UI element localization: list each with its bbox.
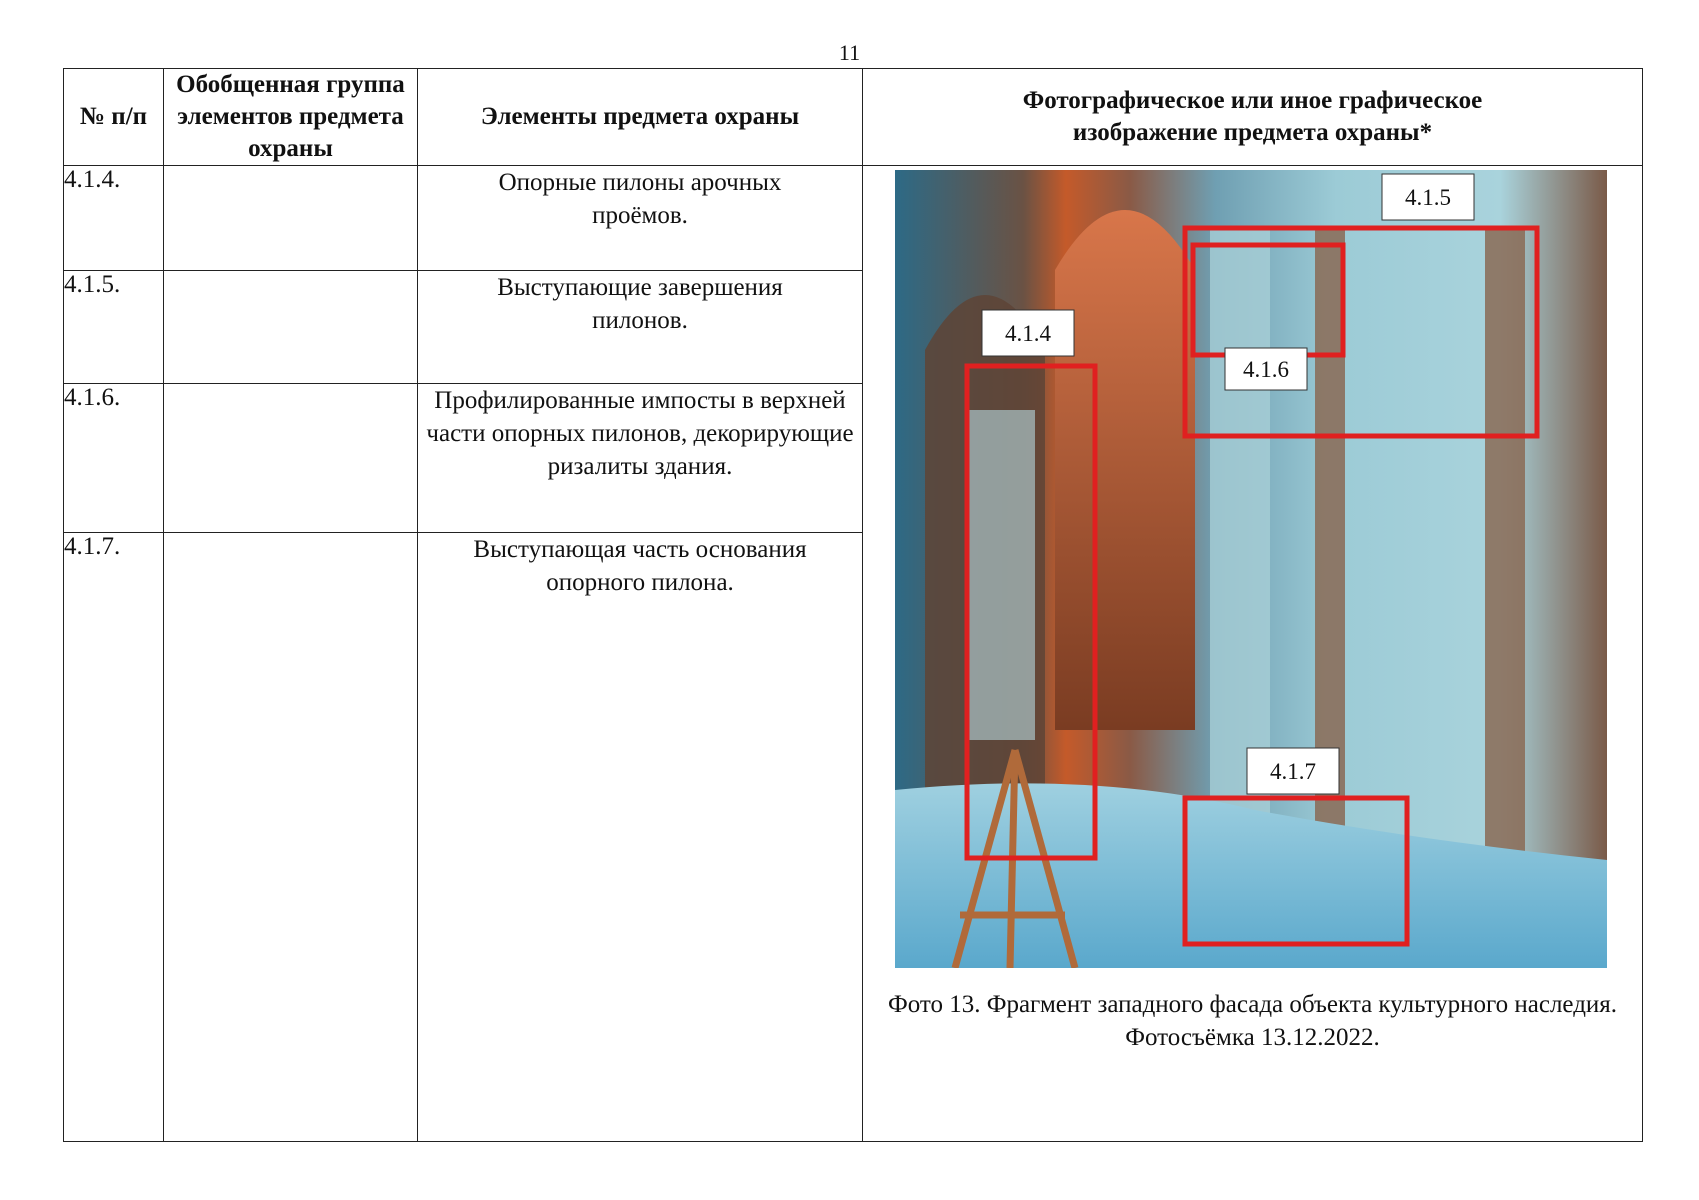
facade-photo	[895, 170, 1607, 968]
protection-table	[63, 68, 1643, 1142]
row-num: 4.1.6.	[64, 384, 164, 533]
row-element: Опорные пилоны арочных проёмов.	[418, 166, 863, 271]
table-row	[64, 166, 1643, 271]
row-num: 4.1.7.	[64, 533, 164, 1142]
header-num: № п/п	[64, 69, 164, 166]
row-element: Профилированные импосты в верхней части опорных пилонов, декорирующие ризалиты здания.	[418, 384, 863, 533]
row-group	[164, 271, 418, 384]
row-element: Выступающие завершения пилонов.	[418, 271, 863, 384]
label-4-1-5: 4.1.5	[1405, 185, 1451, 210]
header-elements: Элементы предмета охраны	[418, 69, 863, 166]
page-number: 11	[838, 40, 861, 65]
header-group: Обобщенная группа элементов предмета охраны	[164, 69, 418, 166]
table-header-row	[64, 69, 1643, 166]
row-group	[164, 166, 418, 271]
row-group	[164, 533, 418, 1142]
row-group	[164, 384, 418, 533]
label-4-1-4: 4.1.4	[1005, 321, 1051, 346]
photo-cell	[863, 166, 1643, 1142]
label-4-1-6: 4.1.6	[1243, 357, 1289, 382]
row-num: 4.1.4.	[64, 166, 164, 271]
photo-caption: Фото 13. Фрагмент западного фасада объекта культурного наследия. Фотосъёмка 13.12.2022.	[887, 991, 1618, 1051]
row-num: 4.1.5.	[64, 271, 164, 384]
header-photo: Фотографическое или иное графическое изображение предмета охраны*	[863, 69, 1643, 166]
label-4-1-7: 4.1.7	[1270, 759, 1316, 784]
row-element: Выступающая часть основания опорного пилона.	[418, 533, 863, 1142]
